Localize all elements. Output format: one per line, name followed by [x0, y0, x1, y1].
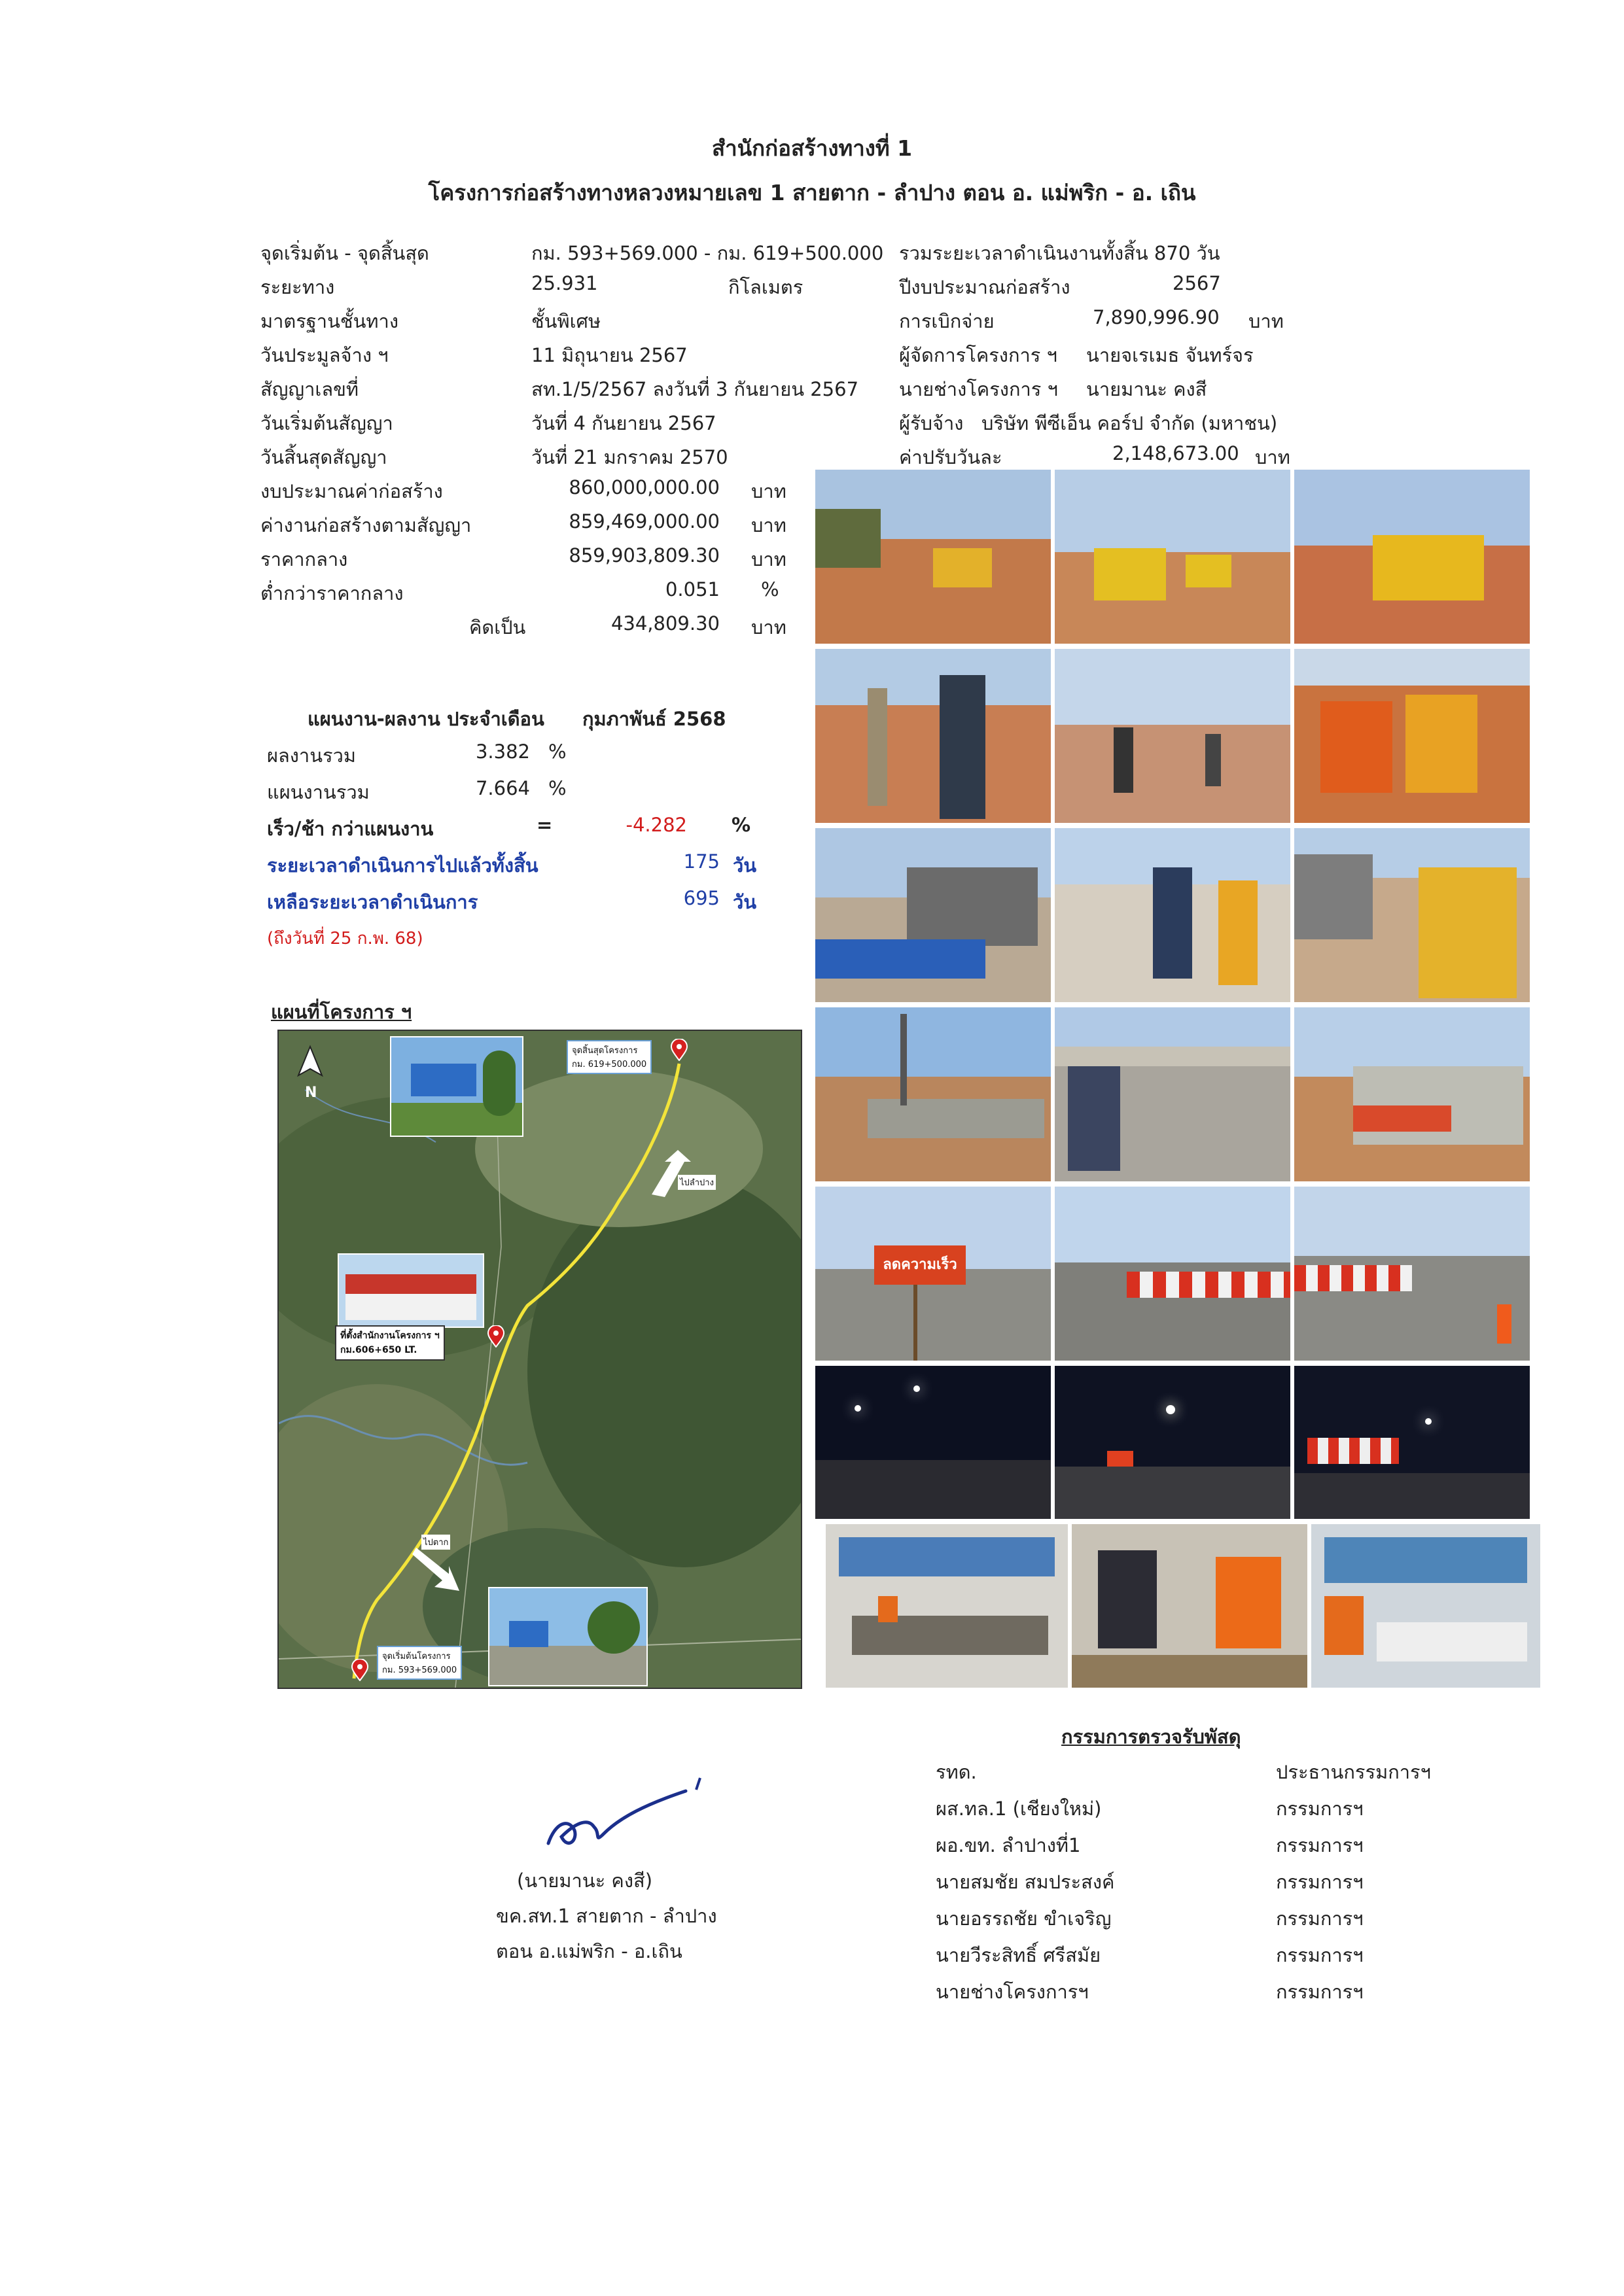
end-point-label: จุดสิ้นสุดโครงการ กม. 619+500.000 — [567, 1040, 652, 1074]
start-pin-icon — [351, 1659, 369, 1681]
signer-role: ขค.สท.1 สายตาก - ลำปาง — [496, 1905, 717, 1927]
info-label: นายช่างโครงการ ฯ — [899, 378, 1058, 400]
signer-section: ตอน อ.แม่พริก - อ.เถิน — [496, 1940, 682, 1962]
info-unit: กิโลเมตร — [728, 276, 803, 298]
elapsed-label: ระยะเวลาดำเนินการไปแล้วทั้งสิ้น — [267, 854, 538, 877]
map-inset-photo-office — [338, 1253, 484, 1328]
info-unit: บาท — [1248, 310, 1284, 332]
slow-sign-text: ลดความเร็ว — [874, 1245, 966, 1285]
info-label: วันเริ่มต้นสัญญา — [260, 412, 393, 434]
photo-slow-sign — [815, 1187, 1051, 1361]
info-value: 7,890,996.90 — [1093, 306, 1220, 328]
committee-role: กรรมการฯ — [1276, 1907, 1364, 1930]
photo-bridge-rebar — [1055, 1007, 1290, 1181]
info-value: นายจเรเมธ จันทร์จร — [1086, 344, 1254, 366]
photo-drain-trench — [815, 1007, 1051, 1181]
money-label: งบประมาณค่าก่อสร้าง — [260, 480, 443, 502]
office-title: สำนักก่อสร้างทางที่ 1 — [711, 135, 913, 161]
committee-name: ผอ.ขท. ลำปางที่1 — [936, 1834, 1081, 1856]
info-label: วันประมูลจ้าง ฯ — [260, 344, 389, 366]
remain-value: 695 — [683, 887, 720, 909]
remain-unit: วัน — [733, 891, 757, 913]
result-value: 3.382 — [475, 740, 530, 763]
money-value: 859,469,000.00 — [569, 510, 720, 532]
photo-truck-layer — [815, 828, 1051, 1002]
plan-value: 7.664 — [475, 777, 530, 799]
elapsed-unit: วัน — [733, 854, 757, 877]
money-label: ค่างานก่อสร้างตามสัญญา — [260, 514, 472, 536]
plan-label: แผนงานรวม — [267, 781, 370, 803]
diff-label: เร็ว/ช้า กว่าแผนงาน — [267, 818, 434, 840]
money-label: ต่ำกว่าราคากลาง — [260, 582, 404, 604]
info-label: ค่าปรับวันละ — [899, 446, 1002, 468]
photo-paving-crew — [1294, 828, 1530, 1002]
photo-roller — [1055, 470, 1290, 644]
info-value: 11 มิถุนายน 2567 — [531, 344, 688, 366]
map-heading: แผนที่โครงการ ฯ — [271, 1001, 412, 1023]
money-label: ราคากลาง — [260, 548, 348, 570]
committee-role: กรรมการฯ — [1276, 1944, 1364, 1966]
photo-grader — [1294, 470, 1530, 644]
money-unit: บาท — [751, 548, 786, 570]
plan-pct: % — [548, 777, 567, 799]
info-value: วันที่ 4 กันยายน 2567 — [531, 412, 716, 434]
money-value: 0.051 — [665, 578, 720, 600]
money-value: 860,000,000.00 — [569, 476, 720, 498]
project-title: โครงการก่อสร้างทางหลวงหมายเลข 1 สายตาก - ลำปาง ตอน อ. แม่พริก - อ. เถิน — [428, 180, 1196, 205]
committee-role: ประธานกรรมการฯ — [1276, 1761, 1431, 1783]
photo-night-2 — [1055, 1366, 1290, 1519]
elapsed-value: 175 — [683, 850, 720, 873]
committee-name: รทด. — [936, 1761, 977, 1783]
money-unit: % — [761, 578, 779, 600]
committee-role: กรรมการฯ — [1276, 1834, 1364, 1856]
info-value: กม. 593+569.000 - กม. 619+500.000 — [531, 242, 884, 264]
asof-text: (ถึงวันที่ 25 ก.พ. 68) — [267, 929, 423, 948]
money-extra-value: 434,809.30 — [610, 612, 720, 635]
photo-precast-piles — [1294, 1007, 1530, 1181]
committee-role: กรรมการฯ — [1276, 1798, 1364, 1820]
info-label: สัญญาเลขที่ — [260, 378, 359, 400]
progress-month: กุมภาพันธ์ 2568 — [582, 708, 726, 730]
info-label: รวมระยะเวลาดำเนินงานทั้งสิ้น 870 วัน — [899, 242, 1220, 264]
arrow-bottom-label: ไปตาก — [421, 1535, 450, 1550]
diff-value: -4.282 — [626, 814, 687, 836]
photo-night-1 — [815, 1366, 1051, 1519]
info-value: 25.931 — [531, 272, 598, 294]
committee-name: นายวีระสิทธิ์ ศรีสมัย — [936, 1944, 1101, 1966]
photo-survey — [815, 649, 1051, 823]
committee-name: นายสมชัย สมประสงค์ — [936, 1871, 1115, 1893]
photo-meeting-1 — [826, 1524, 1068, 1688]
info-label: ระยะทาง — [260, 276, 335, 298]
info-label: การเบิกจ่าย — [899, 310, 995, 332]
remain-label: เหลือระยะเวลาดำเนินการ — [267, 891, 478, 913]
money-unit: บาท — [751, 514, 786, 536]
info-value: 2,148,673.00 — [1112, 442, 1239, 464]
diff-pct: % — [732, 814, 751, 836]
info-value: ชั้นพิเศษ — [531, 310, 601, 332]
map-inset-photo-top — [390, 1036, 523, 1137]
committee-role: กรรมการฯ — [1276, 1871, 1364, 1893]
project-map — [277, 1030, 802, 1689]
map-inset-photo-start — [488, 1587, 648, 1686]
info-label: วันสิ้นสุดสัญญา — [260, 446, 387, 468]
signature-image — [529, 1771, 712, 1856]
info-value: วันที่ 21 มกราคม 2570 — [531, 446, 728, 468]
progress-title: แผนงาน-ผลงาน ประจำเดือน — [308, 708, 544, 730]
office-label: ที่ตั้งสำนักงานโครงการ ฯ กม.606+650 LT. — [335, 1325, 445, 1361]
north-arrow-icon — [291, 1044, 330, 1090]
photo-cones — [1294, 1187, 1530, 1361]
info-label: ผู้จัดการโครงการ ฯ — [899, 344, 1057, 366]
committee-name: นายช่างโครงการฯ — [936, 1981, 1089, 2003]
info-label: มาตรฐานชั้นทาง — [260, 310, 398, 332]
office-pin-icon — [487, 1325, 505, 1348]
signer-name: (นายมานะ คงสี) — [517, 1870, 653, 1892]
photo-base-test — [1055, 828, 1290, 1002]
info-value: นายมานะ คงสี — [1086, 378, 1207, 400]
money-value: 859,903,809.30 — [569, 544, 720, 566]
info-label: ผู้รับจ้าง — [899, 412, 964, 434]
committee-name: ผส.ทล.1 (เชียงใหม่) — [936, 1798, 1102, 1820]
committee-title: กรรมการตรวจรับพัสดุ — [1061, 1726, 1241, 1748]
result-label: ผลงานรวม — [267, 744, 357, 767]
committee-role: กรรมการฯ — [1276, 1981, 1364, 2003]
photo-soil-test — [1294, 649, 1530, 823]
photo-excavator — [815, 470, 1051, 644]
result-pct: % — [548, 740, 567, 763]
start-point-label: จุดเริ่มต้นโครงการ กม. 593+569.000 — [377, 1646, 462, 1680]
money-extra-unit: บาท — [751, 616, 786, 638]
info-unit: บาท — [1255, 446, 1290, 468]
arrow-top-label: ไปลำปาง — [678, 1175, 716, 1190]
info-value: 2567 — [1173, 272, 1221, 294]
info-label: ปีงบประมาณก่อสร้าง — [899, 276, 1070, 298]
photo-traffic-barrier — [1055, 1187, 1290, 1361]
committee-name: นายอรรถชัย ขำเจริญ — [936, 1907, 1112, 1930]
info-label: จุดเริ่มต้น - จุดสิ้นสุด — [260, 242, 429, 264]
money-unit: บาท — [751, 480, 786, 502]
info-value: สท.1/5/2567 ลงวันที่ 3 กันยายน 2567 — [531, 378, 859, 400]
info-value: บริษัท พีซีเอ็น คอร์ป จำกัด (มหาชน) — [981, 412, 1278, 434]
north-label: N — [305, 1085, 317, 1101]
photo-night-3 — [1294, 1366, 1530, 1519]
photo-meeting-3 — [1311, 1524, 1540, 1688]
money-extra-label: คิดเป็น — [469, 616, 526, 638]
photo-road-survey — [1055, 649, 1290, 823]
end-pin-icon — [670, 1039, 688, 1061]
diff-eq: = — [537, 814, 553, 836]
photo-meeting-2 — [1072, 1524, 1307, 1688]
